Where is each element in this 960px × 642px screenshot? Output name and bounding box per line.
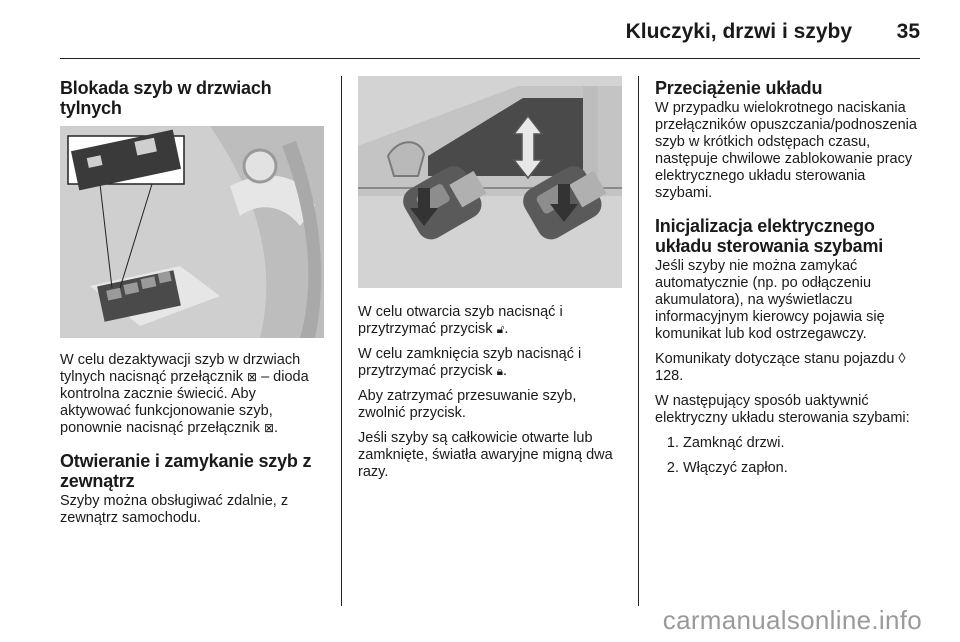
column-1 <box>60 76 324 535</box>
page-number: 35 <box>896 20 920 43</box>
header-rule <box>60 58 920 59</box>
paragraph-open-windows: W celu otwarcia szyb nacisnąć i przytrzymać przycisk 🔓︎. <box>358 304 563 337</box>
paragraph-initialization: Jeśli szyby nie można zamykać automatycznie (np. po odłączeniu akumulatora), na wyświetlaczu informacyjnym kierowcy pojawia się komunikat lub kod ostrzegawczy. <box>655 258 885 342</box>
window-lock-icon: ⊠ <box>246 370 258 384</box>
section-heading-initialization: Inicjalizacja elektrycznego układu sterowania szybami <box>655 216 884 256</box>
column-3 <box>655 76 923 485</box>
key-unlock-icon: 🔓︎ <box>496 322 505 336</box>
paragraph-activation-steps-intro: W następujący sposób uaktywnić elektryczny układu sterowania szybami: <box>655 393 910 426</box>
section-heading-overload: Przeciążenie układu <box>655 78 823 98</box>
page-header-title: Kluczyki, drzwi i szyby <box>625 20 852 43</box>
window-lock-icon: ⊠ <box>263 421 274 435</box>
column-2 <box>358 76 622 489</box>
activation-steps-list <box>655 435 923 477</box>
paragraph-vehicle-messages: Komunikaty dotyczące stanu pojazdu ◊ 128. <box>655 351 906 384</box>
paragraph-deactivation: W celu dezaktywacji szyb w drzwiach tylnych nacisnąć przełącznik ⊠ – dioda kontrolna zacznie świecić. Aby aktywować funkcjonowanie szyb, ponownie nacisnąć przełącznik ⊠. <box>60 352 309 436</box>
paragraph-close-windows: W celu zamknięcia szyb nacisnąć i przytrzymać przycisk 🔒︎. <box>358 346 582 379</box>
paragraph-overload: W przypadku wielokrotnego naciskania przełączników opuszczania/podnoszenia szyb w krótkich odstępach czasu, następuje chwilowe zablokowanie pracy elektrycznego układu sterowania szybami. <box>655 100 917 201</box>
watermark: carmanualsonline.info <box>662 605 922 635</box>
section-heading-remote-windows: Otwieranie i zamykanie szyb z zewnątrz <box>60 451 312 491</box>
paragraph-stop-movement: Aby zatrzymać przesuwanie szyb, zwolnić przycisk. <box>358 388 577 421</box>
column-divider <box>341 76 342 606</box>
paragraph-hazard-flash: Jeśli szyby są całkowicie otwarte lub zamknięte, światła awaryjne migną dwa razy. <box>358 430 613 480</box>
section-heading-rear-window-lock: Blokada szyb w drzwiach tylnych <box>60 78 272 118</box>
list-item: 1. Zamknąć drzwi. <box>683 435 923 452</box>
paragraph-remote-operation: Szyby można obsługiwać zdalnie, z zewnątrz samochodu. <box>60 493 289 526</box>
door-switch-illustration <box>60 126 324 338</box>
list-item: 2. Włączyć zapłon. <box>683 460 923 477</box>
key-lock-icon: 🔒︎ <box>496 364 503 378</box>
remote-window-illustration <box>358 76 622 288</box>
column-divider <box>638 76 639 606</box>
